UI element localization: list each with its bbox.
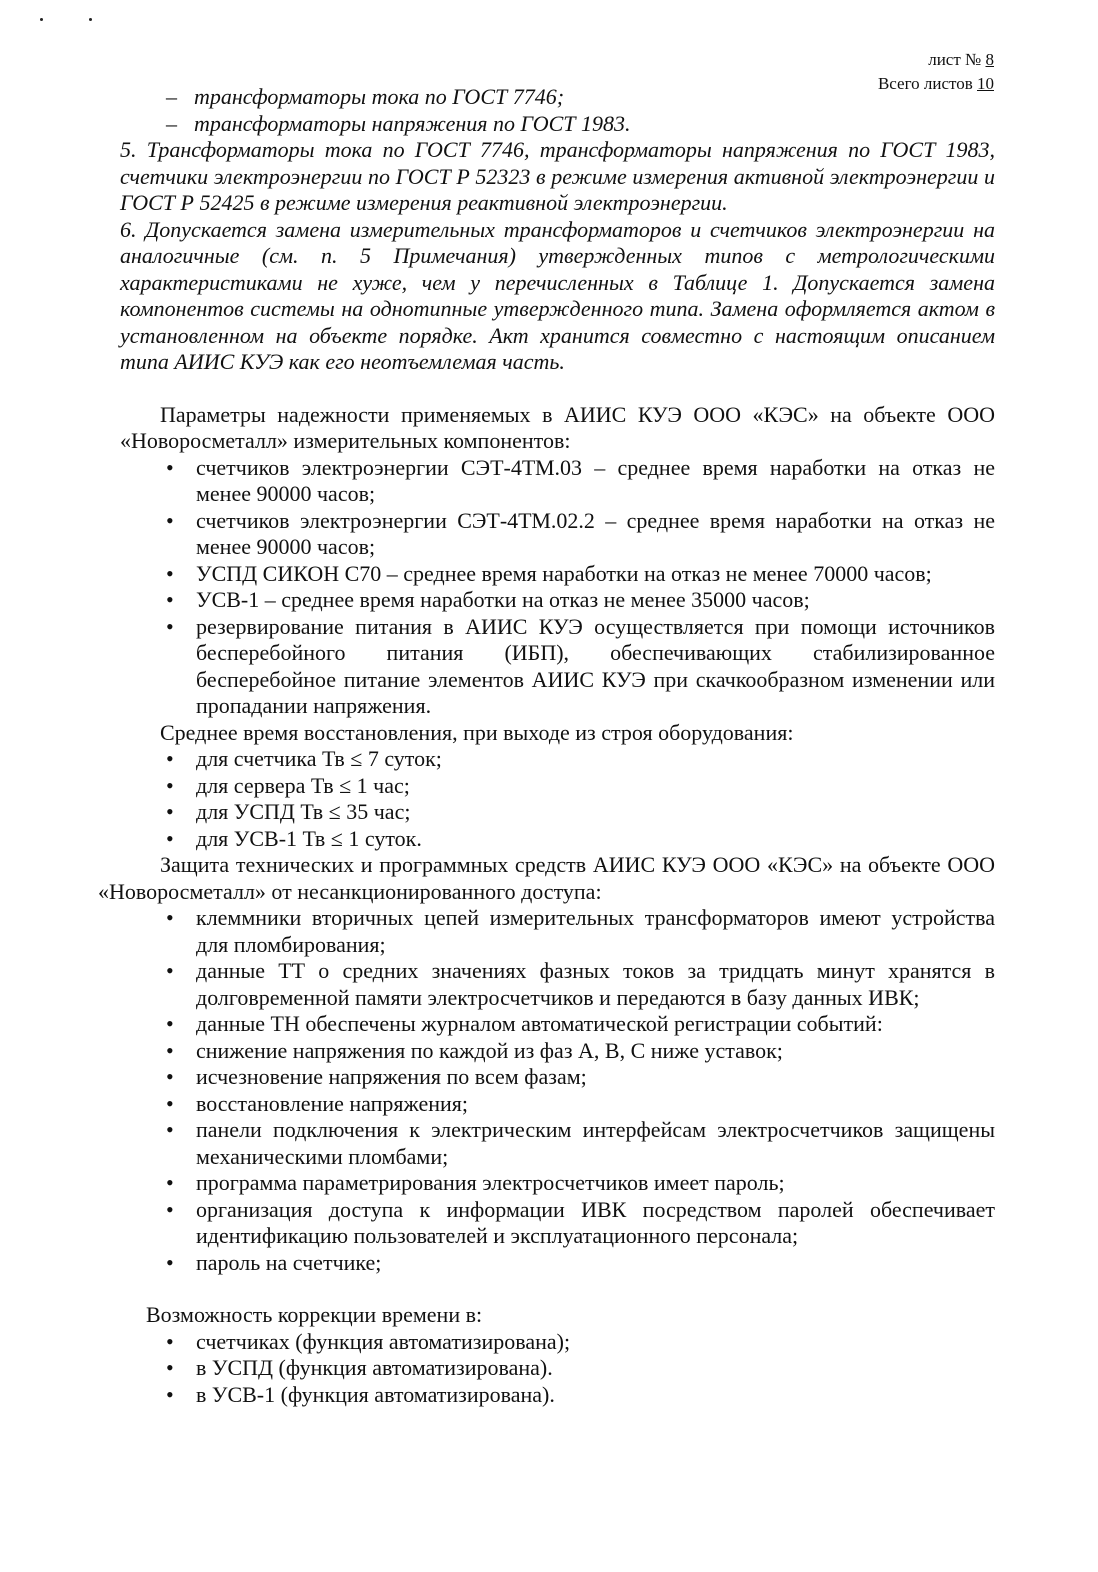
bullet-icon: •: [166, 613, 174, 639]
list-item: • панели подключения к электрическим интерфейсам электросчетчиков защищены механическими пломбами;: [166, 1117, 995, 1169]
recovery-intro: Среднее время восстановления, при выходе из строя оборудования:: [160, 719, 794, 745]
bullet-icon: •: [166, 825, 174, 851]
recovery-list: [120, 746, 995, 852]
bullet-icon: •: [166, 507, 174, 533]
list-item: • для УСПД Тв ≤ 35 час;: [166, 799, 411, 824]
reliability-section: [120, 402, 995, 720]
list-item: • исчезновение напряжения по всем фазам;: [166, 1064, 587, 1089]
bullet-icon: •: [166, 1037, 174, 1063]
note-6: 6. Допускается замена измерительных трансформаторов и счетчиков электроэнергии на аналогичные (см. п. 5 Примечания) утвержденных типов с метрологическими характеристиками не хуже, чем у перечисленных в Таблице 1. Допускается замена компонентов системы на однотипные утвержденного типа. Замена оформляется актом в установленном на объекте порядке. Акт хранится совместно с настоящим описанием типа АИИС КУЭ как его неотъемлемая часть.: [120, 216, 995, 374]
bullet-icon: •: [166, 1011, 174, 1036]
dash-marker: –: [166, 110, 177, 136]
protection-section: [98, 852, 995, 1276]
sheet-number: 8: [985, 50, 994, 69]
list-item: • данные ТН обеспечены журналом автоматической регистрации событий:: [166, 1011, 883, 1036]
dash-marker: –: [166, 84, 177, 109]
total-label: Всего листов: [877, 74, 973, 93]
list-item: • счетчиков электроэнергии СЭТ-4ТМ.03 – среднее время наработки на отказ не менее 90000 часов;: [166, 454, 995, 506]
time-correction-section: [120, 1302, 995, 1408]
scan-artifacts: [0, 0, 120, 30]
list-item: • резервирование питания в АИИС КУЭ осуществляется при помощи источников бесперебойного питания (ИБП), обеспечивающих стабилизированное бесперебойное питание элементов АИИС КУЭ при скачкообразном изменении или пропадании напряжения.: [166, 613, 995, 718]
dash-item: – трансформаторы тока по ГОСТ 7746;: [166, 84, 565, 109]
sheet-label: лист №: [928, 50, 982, 69]
list-item: • пароль на счетчике;: [166, 1249, 382, 1275]
reliability-intro: Параметры надежности применяемых в АИИС КУЭ ООО «КЭС» на объекте ООО «Новоросметалл» измерительных компонентов:: [120, 401, 995, 453]
bullet-icon: •: [166, 958, 174, 983]
reliability-list: [120, 455, 995, 720]
recovery-section: [120, 720, 995, 853]
time-correction-intro: Возможность коррекции времени в:: [146, 1302, 483, 1327]
list-item: • для счетчика Тв ≤ 7 суток;: [166, 746, 442, 771]
bullet-icon: •: [166, 799, 174, 824]
list-item: • для сервера Тв ≤ 1 час;: [166, 772, 410, 798]
bullet-icon: •: [166, 1196, 174, 1222]
time-correction-list: [120, 1329, 995, 1409]
bullet-icon: •: [166, 587, 174, 612]
bullet-icon: •: [166, 1249, 174, 1275]
list-item: • счетчиков электроэнергии СЭТ-4ТМ.02.2 – среднее время наработки на отказ не менее 90000 часов;: [166, 507, 995, 559]
bullet-icon: •: [166, 1381, 174, 1407]
list-item: • восстановление напряжения;: [166, 1090, 468, 1116]
bullet-icon: •: [166, 1328, 174, 1354]
bullet-icon: •: [166, 560, 174, 586]
list-item: • УСПД СИКОН С70 – среднее время наработки на отказ не менее 70000 часов;: [166, 560, 932, 586]
total-number: 10: [977, 74, 994, 93]
list-item: • программа параметрирования электросчетчиков имеет пароль;: [166, 1170, 785, 1195]
sheet-number-line: [878, 48, 994, 72]
bullet-icon: •: [166, 772, 174, 798]
list-item: • в УСВ-1 (функция автоматизирована).: [166, 1381, 555, 1407]
bullet-icon: •: [166, 1090, 174, 1116]
protection-intro: Защита технических и программных средств АИИС КУЭ ООО «КЭС» на объекте ООО «Новоросметалл» от несанкционированного доступа:: [98, 852, 995, 904]
bullet-icon: •: [166, 1064, 174, 1089]
bullet-icon: •: [166, 454, 174, 480]
document-body: [98, 84, 995, 1408]
list-item: • в УСПД (функция автоматизирована).: [166, 1355, 553, 1380]
bullet-icon: •: [166, 746, 174, 771]
bullet-icon: •: [166, 1117, 174, 1142]
list-item: • для УСВ-1 Тв ≤ 1 суток.: [166, 825, 422, 851]
protection-list: [98, 905, 995, 1276]
list-item: • клеммники вторичных цепей измерительных трансформаторов имеют устройства для пломбирования;: [166, 905, 995, 957]
bullet-icon: •: [166, 1170, 174, 1195]
bullet-icon: •: [166, 1355, 174, 1380]
list-item: • организация доступа к информации ИВК посредством паролей обеспечивает идентификацию пользователей и эксплуатационного персонала;: [166, 1196, 995, 1248]
list-item: • снижение напряжения по каждой из фаз А, В, С ниже уставок;: [166, 1037, 783, 1063]
notes-section: [120, 84, 995, 376]
list-item: • данные ТТ о средних значениях фазных токов за тридцать минут хранятся в долговременной памяти электросчетчиков и передаются в базу данных ИВК;: [166, 958, 995, 1010]
note-5: 5. Трансформаторы тока по ГОСТ 7746, трансформаторы напряжения по ГОСТ 1983, счетчики электроэнергии по ГОСТ Р 52323 в режиме измерения активной электроэнергии и ГОСТ Р 52425 в режиме измерения реактивной электроэнергии.: [120, 137, 995, 215]
list-item: • счетчиках (функция автоматизирована);: [166, 1328, 571, 1354]
bullet-icon: •: [166, 905, 174, 930]
list-item: • УСВ-1 – среднее время наработки на отказ не менее 35000 часов;: [166, 587, 810, 612]
dash-item: – трансформаторы напряжения по ГОСТ 1983.: [166, 110, 631, 136]
